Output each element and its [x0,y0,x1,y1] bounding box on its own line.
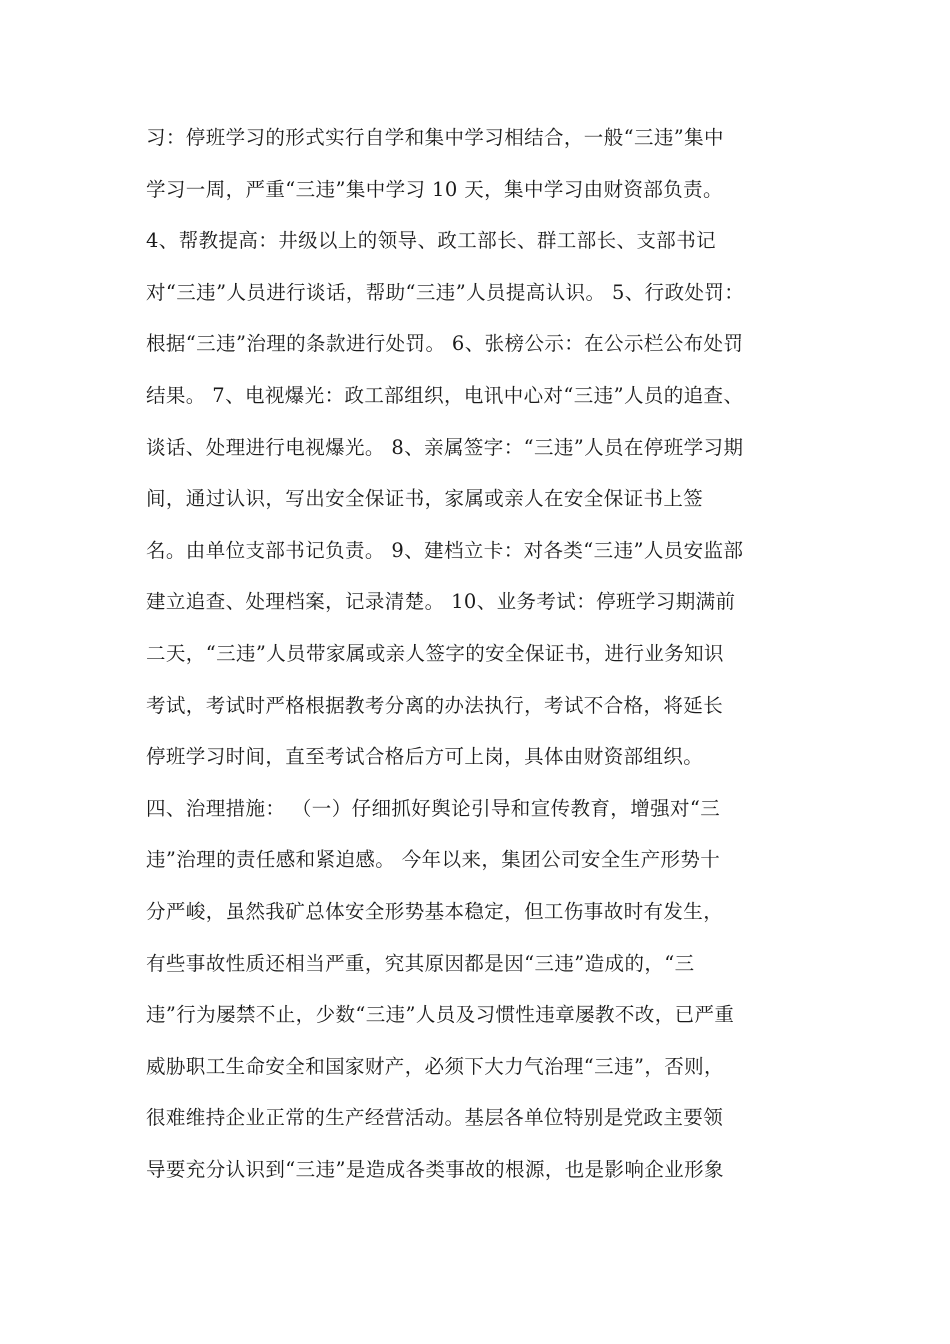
text-line: 根据“三违”治理的条款进行处罚。 6、张榜公示：在公示栏公布处罚 [146,332,744,356]
text-line: 对“三违”人员进行谈话，帮助“三违”人员提高认识。 5、行政处罚： [146,280,745,304]
text-line: 4、帮教提高：井级以上的领导、政工部长、群工部长、支部书记 [146,229,717,253]
text-line: 结果。 7、电视爆光：政工部组织，电讯中心对“三违”人员的追查、 [146,383,744,407]
text-line: 建立追查、处理档案，记录清楚。 10、业务考试：停班学习期满前 [146,590,736,614]
text-line: 四、治理措施： （一）仔细抓好舆论引导和宣传教育，增强对“三 [146,796,721,820]
text-line: 违”行为屡禁不止，少数“三违”人员及习惯性违章屡教不改，已严重 [146,1003,735,1027]
text-line: 停班学习时间，直至考试合格后方可上岗，具体由财资部组织。 [146,745,704,769]
text-line: 学习一周，严重“三违”集中学习 10 天，集中学习由财资部负责。 [146,177,723,201]
text-line: 很难维持企业正常的生产经营活动。基层各单位特别是党政主要领 [146,1106,724,1130]
text-line: 谈话、处理进行电视爆光。 8、亲属签字：“三违”人员在停班学习期 [146,435,744,459]
text-line: 导要充分认识到“三违”是造成各类事故的根源，也是影响企业形象 [146,1157,724,1181]
text-line: 违”治理的责任感和紧迫感。 今年以来，集团公司安全生产形势十 [146,848,721,872]
text-line: 有些事故性质还相当严重，究其原因都是因“三违”造成的，“三 [146,951,695,975]
text-line: 间，通过认识，写出安全保证书，家属或亲人在安全保证书上签 [146,487,704,511]
body-text [146,118,826,1201]
text-line: 习：停班学习的形式实行自学和集中学习相结合，一般“三违”集中 [146,126,724,149]
text-line: 考试，考试时严格根据教考分离的办法执行，考试不合格，将延长 [146,693,724,717]
text-line: 分严峻，虽然我矿总体安全形势基本稳定，但工伤事故时有发生， [146,899,724,923]
text-line: 二天，“三违”人员带家属或亲人签字的安全保证书，进行业务知识 [146,641,724,665]
text-line: 威胁职工生命安全和国家财产，必须下大力气治理“三违”，否则， [146,1054,724,1078]
text-line: 名。由单位支部书记负责。 9、建档立卡：对各类“三违”人员安监部 [146,538,744,562]
